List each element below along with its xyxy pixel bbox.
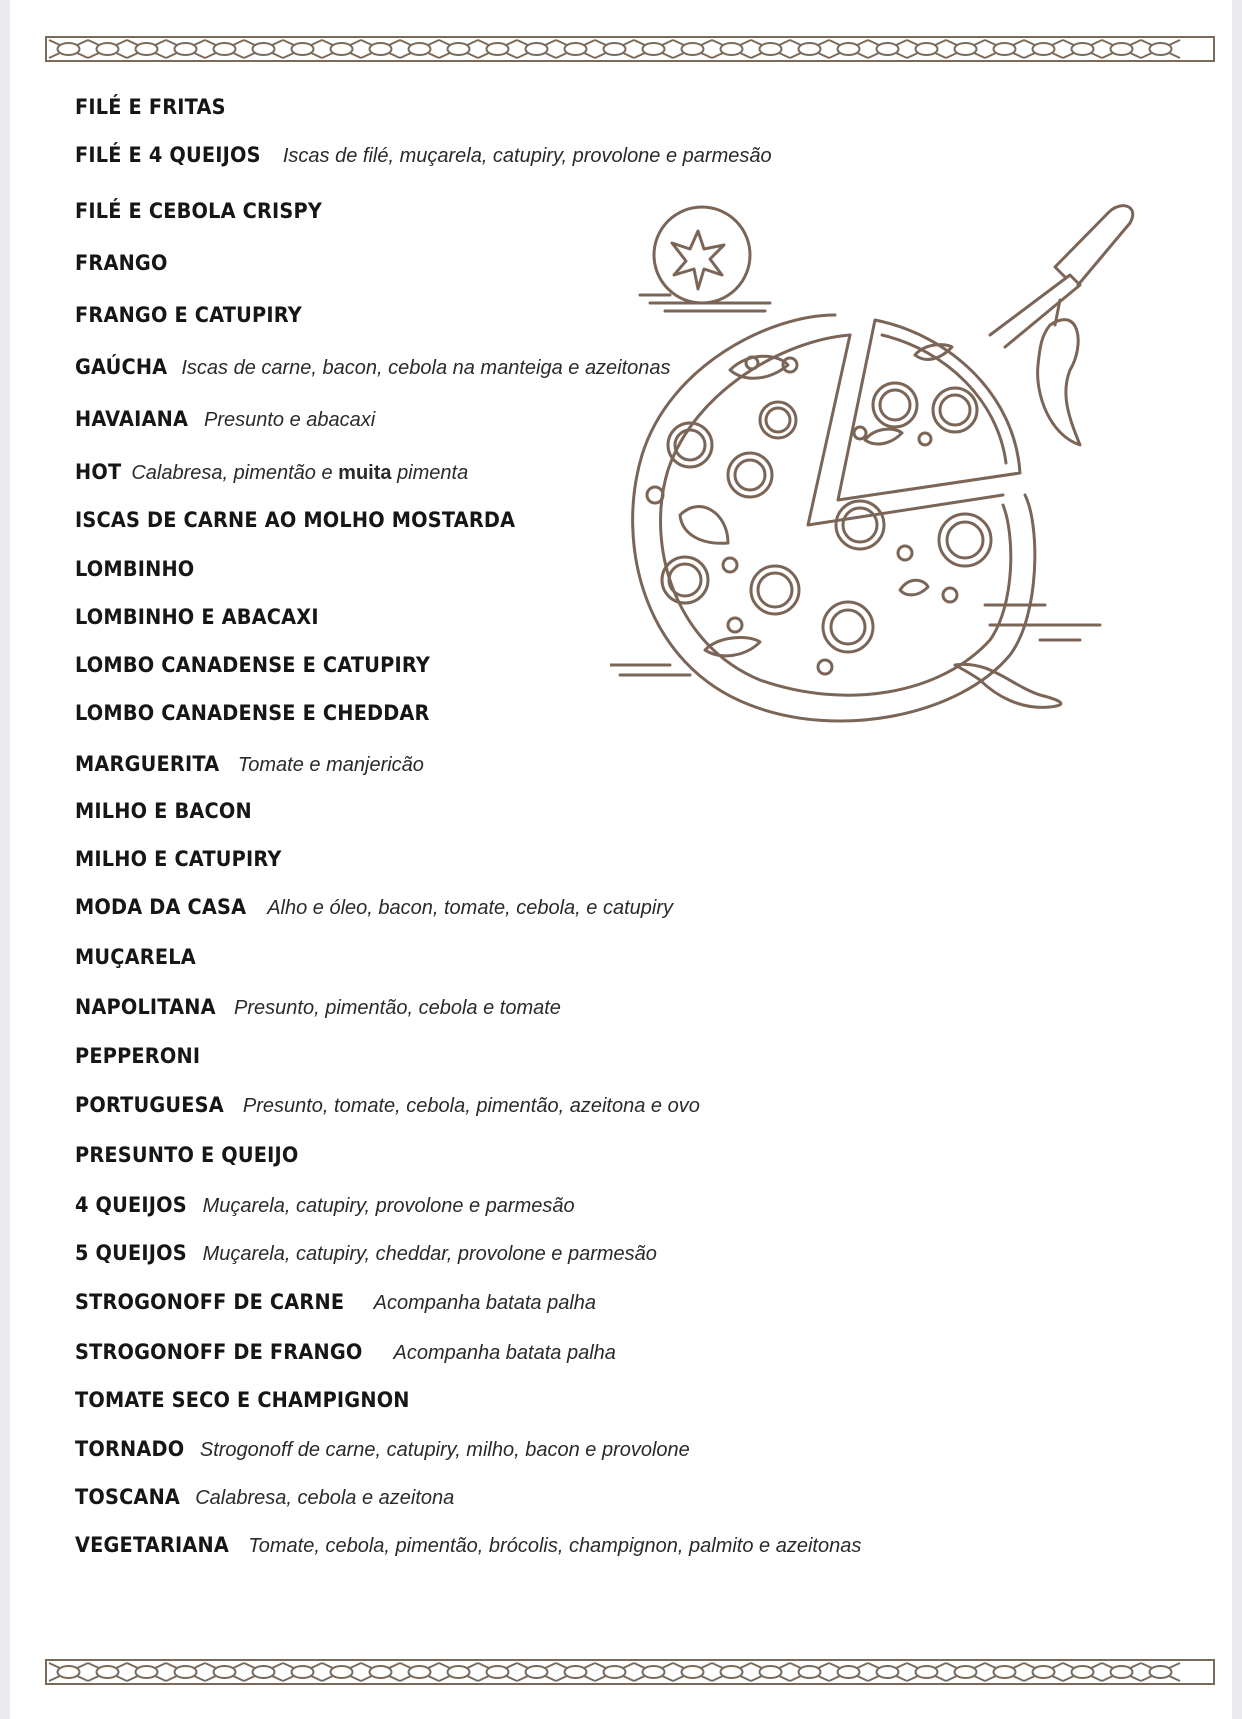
menu-item	[75, 1190, 575, 1220]
pizza-icon	[610, 206, 1133, 721]
bottom-ornamental-border-icon	[45, 1659, 1215, 1685]
menu-item-description: Presunto, pimentão, cebola e tomate	[234, 997, 561, 1019]
menu-item-description: Acompanha batata palha	[373, 1292, 597, 1314]
menu-item-description-part: Calabresa, pimentão e	[131, 462, 333, 484]
menu-item	[75, 1140, 318, 1170]
menu-item	[75, 1238, 657, 1268]
menu-item-name: HAVAIANA	[75, 407, 189, 431]
menu-item-name: TORNADO	[75, 1437, 185, 1461]
menu-item	[75, 1385, 439, 1415]
menu-item	[75, 749, 424, 779]
menu-item-name: LOMBINHO E ABACAXI	[75, 605, 319, 629]
menu-item-name: STROGONOFF DE CARNE	[75, 1290, 345, 1314]
menu-item	[75, 844, 300, 874]
top-ornamental-border-icon	[45, 36, 1215, 62]
menu-item-name: TOSCANA	[75, 1485, 181, 1509]
menu-item-name: ISCAS DE CARNE AO MOLHO MOSTARDA	[75, 508, 516, 532]
menu-item	[75, 1090, 700, 1120]
menu-item	[75, 1482, 454, 1512]
menu-item-name: PEPPERONI	[75, 1044, 201, 1068]
menu-item-description-emphasis: muita	[338, 462, 392, 484]
menu-item	[75, 457, 468, 487]
menu-item	[75, 650, 461, 680]
menu-item-description	[131, 462, 468, 484]
menu-item	[75, 505, 554, 535]
menu-item	[75, 1041, 211, 1071]
menu-item	[75, 92, 239, 122]
menu-item-description: Muçarela, catupiry, provolone e parmesão	[202, 1195, 575, 1217]
menu-item-name: FILÉ E CEBOLA CRISPY	[75, 199, 323, 223]
menu-item-description-part: pimenta	[397, 462, 469, 484]
menu-item-name: MILHO E CATUPIRY	[75, 847, 282, 871]
menu-item-name: FILÉ E FRITAS	[75, 95, 226, 119]
menu-item-name: LOMBO CANADENSE E CHEDDAR	[75, 701, 430, 725]
menu-item-name: MILHO E BACON	[75, 799, 252, 823]
menu-item-description: Acompanha batata palha	[393, 1342, 616, 1364]
menu-item	[75, 352, 671, 382]
menu-item	[75, 248, 176, 278]
tomato-icon	[640, 207, 770, 311]
menu-item	[75, 1337, 616, 1367]
menu-item-description: Calabresa, cebola e azeitona	[195, 1487, 455, 1509]
menu-item-description: Alho e óleo, bacon, tomate, cebola, e catupiry	[267, 897, 673, 919]
menu-item-name: MUÇARELA	[75, 945, 196, 969]
menu-item-description: Tomate, cebola, pimentão, brócolis, champignon, palmito e azeitonas	[248, 1535, 862, 1557]
pizza-illustration-icon	[610, 195, 1170, 795]
menu-page	[10, 0, 1232, 1719]
menu-item-description: Muçarela, catupiry, cheddar, provolone e parmesão	[202, 1243, 657, 1265]
menu-item-name: STROGONOFF DE FRANGO	[75, 1340, 363, 1364]
menu-item-name: FILÉ E 4 QUEIJOS	[75, 143, 261, 167]
menu-item-name: PRESUNTO E QUEIJO	[75, 1143, 299, 1167]
menu-item-description: Presunto, tomate, cebola, pimentão, azeitona e ovo	[242, 1095, 700, 1117]
menu-item	[75, 300, 322, 330]
menu-item-name: HOT	[75, 460, 122, 484]
menu-item-description: Presunto e abacaxi	[203, 409, 376, 431]
menu-item-name: PORTUGUESA	[75, 1093, 224, 1117]
menu-item-description: Iscas de filé, muçarela, catupiry, provolone e parmesão	[282, 145, 772, 167]
menu-item-name: FRANGO	[75, 251, 168, 275]
menu-item-description: Strogonoff de carne, catupiry, milho, bacon e provolone	[199, 1439, 690, 1461]
menu-item-name: NAPOLITANA	[75, 995, 216, 1019]
menu-item-name: 5 QUEIJOS	[75, 1241, 187, 1265]
menu-item-name: MODA DA CASA	[75, 895, 247, 919]
menu-item	[75, 404, 375, 434]
menu-item-name: MARGUERITA	[75, 752, 220, 776]
menu-item-name: LOMBINHO	[75, 557, 195, 581]
menu-item	[75, 1287, 596, 1317]
menu-item	[75, 796, 267, 826]
menu-item-name: 4 QUEIJOS	[75, 1193, 187, 1217]
menu-item-name: VEGETARIANA	[75, 1533, 229, 1557]
menu-item	[75, 942, 206, 972]
menu-item-name: FRANGO E CATUPIRY	[75, 303, 302, 327]
menu-item	[75, 698, 460, 728]
menu-item-description: Tomate e manjericão	[237, 754, 424, 776]
menu-item	[75, 992, 561, 1022]
menu-item	[75, 892, 673, 922]
menu-item	[75, 1434, 690, 1464]
menu-item-name: LOMBO CANADENSE E CATUPIRY	[75, 653, 431, 677]
menu-item	[75, 602, 340, 632]
menu-item-name: GAÚCHA	[75, 355, 168, 379]
menu-item	[75, 1530, 861, 1560]
menu-item	[75, 140, 772, 170]
menu-item-description: Iscas de carne, bacon, cebola na manteiga e azeitonas	[181, 357, 671, 379]
menu-item	[75, 196, 344, 226]
menu-item	[75, 554, 205, 584]
menu-item-name: TOMATE SECO E CHAMPIGNON	[75, 1388, 410, 1412]
